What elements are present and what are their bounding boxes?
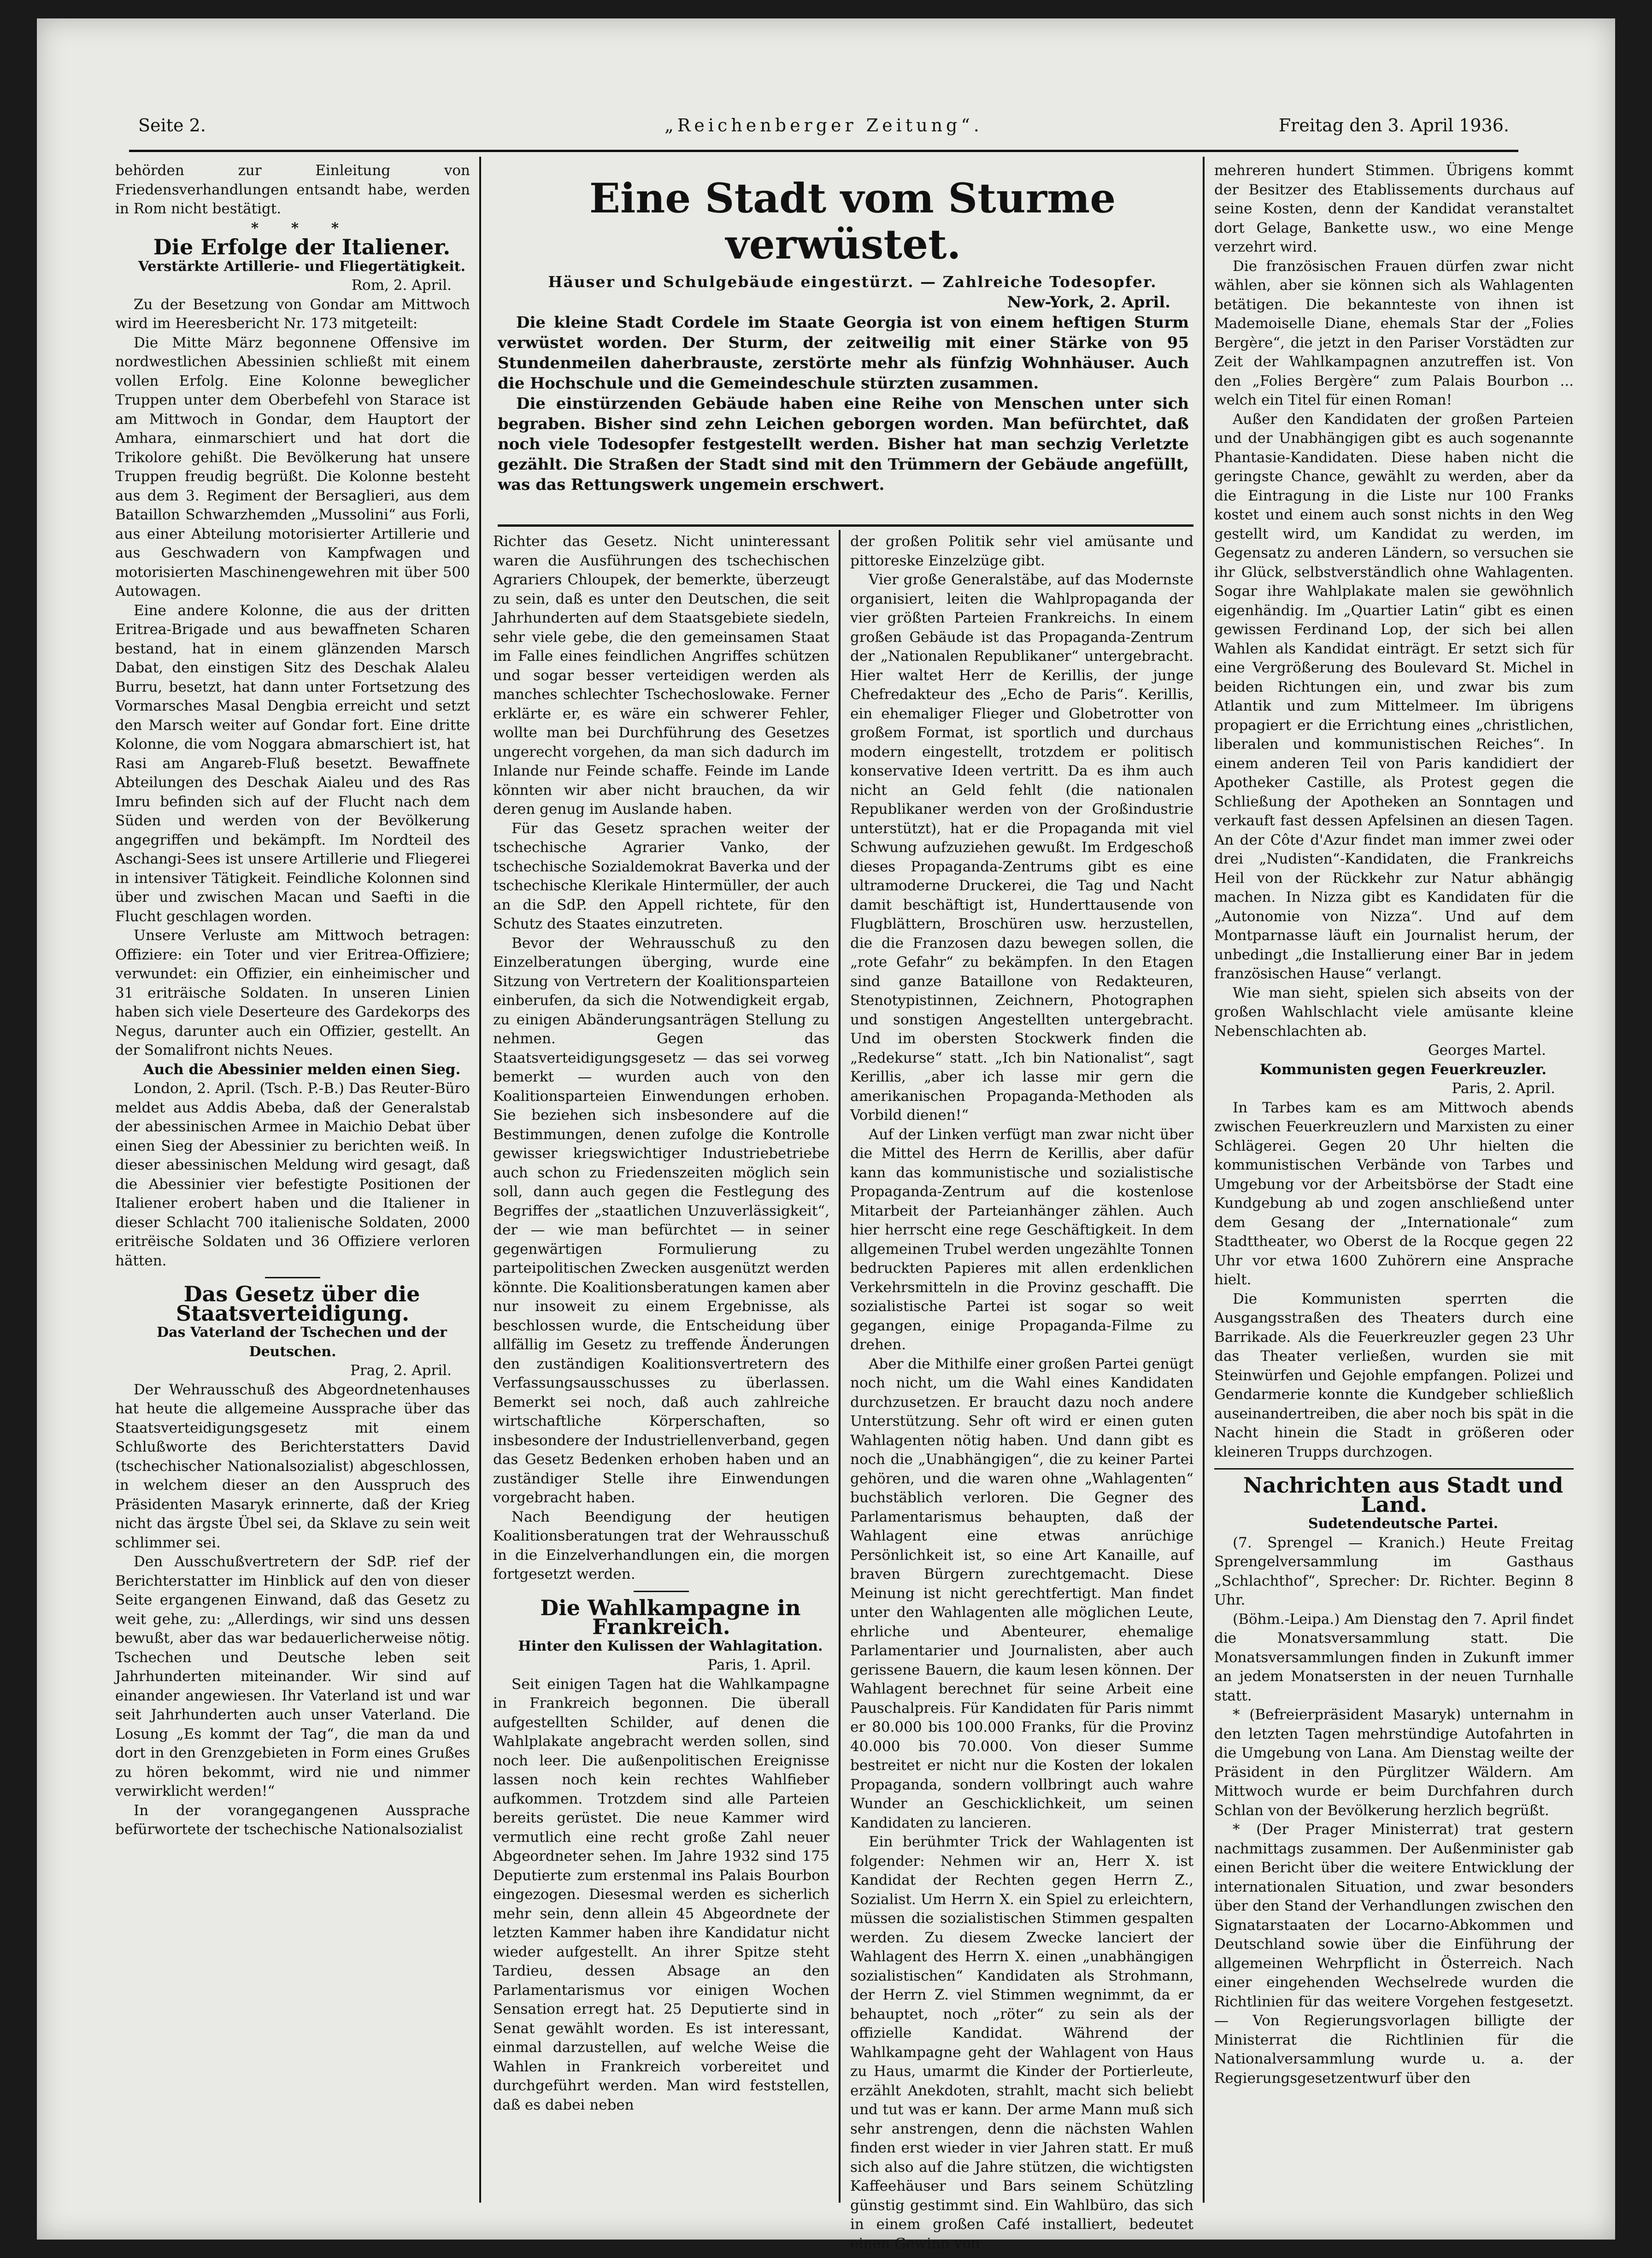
dateline-prague: Prag, 2. April. bbox=[350, 1362, 452, 1379]
lead-paragraph: behörden zur Einleitung von Friedensverhandlungen entsandt habe, werden in Rom nicht bestätigt. bbox=[115, 162, 470, 217]
article-paragraph: Vier große Generalstäbe, auf das Modernste organisiert, leiten die Wahlpropaganda der vier größten Parteien Frankreichs. In einem großen Gebäude ist das Propaganda-Zentrum der „Nationalen Republikaner“ untergebracht. Hier waltet Herr de Kerillis, der junge Chefredakteur des „Echo de Paris“. Kerillis, ein ehemaliger Flieger und Globetrotter von großem Format, ist sportlich und durchaus modern eingestellt, trotzdem er politisch konservative Ideen vertritt. Da es ihm auch nicht an Geld fehlt (die nationalen Republikaner werden von der Großindustrie unterstützt), hat er die Propaganda mit viel Schwung aufzuziehen gewußt. Im Erdgeschoß dieses Propaganda-Zentrums gibt es eine ultramoderne Druckerei, die Tag und Nacht damit beschäftigt ist, Hunderttausende von Flugblättern, Broschüren usw. herzustellen, die die Franzosen dazu bewegen sollen, die „rote Gefahr“ zu bekämpfen. In den Etagen sind ganze Bataillone von Redakteuren, Stenotypistinnen, Zeichnern, Photographen und sonstigen Angestellten untergebracht. Und im obersten Stockwerk finden die „Redekurse“ statt. „Ich bin Nationalist“, sagt Kerillis, „aber ich lasse mir gern die amerikanischen Propaganda-Methoden als Vorbild dienen!“ bbox=[850, 571, 1193, 1123]
article-divider bbox=[265, 1277, 320, 1278]
article-paragraph: Zu der Besetzung von Gondar am Mittwoch wird im Heeresbericht Nr. 173 mitgeteilt: bbox=[115, 296, 470, 332]
article-paragraph: In Tarbes kam es am Mittwoch abends zwischen Feuerkreuzlern und Marxisten zu einer Schlägerei. Gegen 20 Uhr hielten die kommunistischen Verbände von Tarbes und Umgebung vor der Arbeitsbörse der Stadt eine Kundgebung ab und zogen anschließend unter dem Gesang der „Internationale“ zum Stadttheater, wo Oberst de la Rocque gegen 22 Uhr vor etwa 1600 Zuhörern eine Ansprache hielt. bbox=[1214, 1099, 1574, 1288]
article-subheading-italy: Verstärkte Artillerie- und Fliegertätigkeit. bbox=[138, 258, 466, 275]
article-paragraph: Nach Beendigung der heutigen Koalitionsberatungen trat der Wehrausschuß in die Einzelverhandlungen ein, die morgen fortgesetzt werden. bbox=[493, 1508, 829, 1582]
article-heading-abessinier: Auch die Abessinier melden einen Sieg. bbox=[143, 1061, 461, 1078]
article-paragraph: Auf der Linken verfügt man zwar nicht über die Mittel des Herrn de Kerillis, aber dafür kann das kommunistische und sozialistische Propaganda-Zentrum auf die kostenlose Mitarbeit der Parteianhänger zählen. Auch hier herrscht eine rege Geschäftigkeit. In dem allgemeinen Trubel werden ungezählte Tonnen bedruckten Papieres mit allen erdenklichen Verkehrsmitteln in die Provinz geschafft. Die sozialistische Partei ist sogar so weit gegangen, einige Propaganda-Filme zu drehen. bbox=[850, 1126, 1193, 1353]
article-heading-italy: Die Erfolge der Italiener. bbox=[153, 235, 451, 259]
author-signature: Georges Martel. bbox=[1428, 1042, 1546, 1058]
article-paragraph: Unsere Verluste am Mittwoch betragen: Offiziere: ein Toter und vier Eritrea-Offiziere; verwundet: ein Offizier, ein einheimischer und 31 eriträische Soldaten. In unseren Linien haben sich viele Deserteure des Gardekorps des Negus, darunter auch ein Offizier, gestellt. An der Somalifront nichts Neues. bbox=[115, 927, 470, 1058]
header-rule bbox=[129, 150, 1518, 152]
news-item: * (Befreierpräsident Masaryk) unternahm in den letzten Tagen mehrstündige Autofahrten in die Umgebung von Lana. Am Dienstag weilte der Präsident in den Pürglitzer Wäldern. Am Mittwoch wurde er beim Durchfahren durch Schlan von der Bevölkerung herzlich begrüßt. bbox=[1214, 1706, 1574, 1819]
article-paragraph: Die Kommunisten sperrten die Ausgangsstraßen des Theaters durch eine Barrikade. Als die Feuerkreuzler gegen 23 Uhr das Theater verließen, wurden sie mit Steinwürfen und Gejohle empfangen. Polizei und Gendarmerie konnte die Kundgeber schließlich auseinandertreiben, die aber noch bis spät in die Nacht hinein die Stadt in größeren oder kleineren Trupps durchzogen. bbox=[1214, 1290, 1574, 1460]
article-paragraph: Die französischen Frauen dürfen zwar nicht wählen, aber sie können sich als Wahlagenten betätigen. Die bekannteste von ihnen ist Mademoiselle Diane, ehemals Star der „Folies Bergère“, die jetzt in den Pariser Vorstädten zur Zeit der Wahlkampagnen anzutreffen ist. Von den „Folies Bergère“ zum Palais Bourbon ... welch ein Titel für einen Roman! bbox=[1214, 258, 1574, 408]
article-paragraph: Eine andere Kolonne, die aus der dritten Eritrea-Brigade und aus bewaffneten Scharen bestand, hat in einem glänzenden Marsch Dabat, den einstigen Sitz des Deschak Alaleu Burru, besetzt, hat dann unter Fortsetzung des Vormarsches Masal Dengbia erreicht und setzt den Marsch weiter auf Gondar fort. Eine dritte Kolonne, die vom Noggara abmarschiert ist, hat Rasi am Angareb-Fluß besetzt. Bewaffnete Abteilungen des Deschak Aialeu und des Ras Imru befinden sich auf der Flucht nach dem Süden und werden von der Bevölkerung angegriffen und bekämpft. Im Nordteil des Aschangi-Sees ist unsere Artillerie und Fliegerei in intensiver Tätigkeit. Feindliche Kolonnen sind über und zwischen Macan und Saefti in die Flucht geschlagen worden. bbox=[115, 602, 470, 925]
dateline-newyork: New-York, 2. April. bbox=[1007, 293, 1170, 312]
article-paragraph: Ein berühmter Trick der Wahlagenten ist folgender: Nehmen wir an, Herr X. ist Kandidat der Rechten gegen Herrn Z., Sozialist. Um Herrn X. ein Spiel zu erleichtern, müssen die sozialistischen Stimmen gespalten werden. Zu diesem Zwecke lanciert der Wahlagent des Herrn X. einen „unabhängigen sozialistischen“ Kandidaten als Strohmann, der Herrn Z. viel Stimmen wegnimmt, da er behauptet, noch „röter“ zu sein als der offizielle Kandidat. Während der Wahlkampagne geht der Wahlagent von Haus zu Haus, umarmt die Kinder der Portierleute, erzählt Anekdoten, strahlt, macht sich beliebt und tut was er kann. Der arme Mann muß sich sehr anstrengen, denn die nächsten Wahlen finden erst wieder in vier Jahren statt. Er muß sich also auf die Jahre stützen, die wichtigsten Kaffeehäuser und Bars seinem Schützling günstig gestimmt sind. Ein Wahlbüro, das sich in einem großen Café installiert, bedeutet einen Gewinn von bbox=[850, 1834, 1193, 2252]
article-paragraph: In der vorangegangenen Aussprache befürwortete der tschechische Nationalsozialist bbox=[115, 1802, 470, 1838]
column-rule bbox=[479, 157, 481, 2203]
column-2 bbox=[493, 532, 829, 2203]
box-bottom-rule bbox=[498, 524, 1193, 527]
article-paragraph: der großen Politik sehr viel amüsante und pittoreske Einzelzüge gibt. bbox=[850, 533, 1193, 569]
headline-storm: Eine Stadt vom Sturme verwüstet. bbox=[589, 174, 1116, 268]
news-item: * (Der Prager Ministerrat) trat gestern nachmittags zusammen. Der Außenminister gab einen Bericht über die weitere Entwicklung der internationalen Situation, und zwar besonders über den Stand der Verhandlungen zwischen den Signatarstaaten der Locarno-Abkommen und Deutschland sowie über die Einführung der allgemeinen Wehrpflicht in Österreich. Nach einer eingehenden Wechselrede wurden die Richtlinien für das weitere Vorgehen festgesetzt. — Von Regierungsvorlagen billigte der Ministerrat die Richtlinien für die Nationalversammlung wurde u. a. der Regierungsgesetzentwurf über den bbox=[1214, 1821, 1574, 2087]
news-item: (7. Sprengel — Kranich.) Heute Freitag Sprengelversammlung im Gasthaus „Schlachthof“, Sprecher: Dr. Richter. Beginn 8 Uhr. bbox=[1214, 1534, 1574, 1608]
article-paragraph: Bevor der Wehrausschuß zu den Einzelberatungen überging, wurde eine Sitzung von Vertretern der Koalitionsparteien einberufen, da sich die Notwendigkeit ergab, zu einigen Abänderungsanträgen Stellung zu nehmen. Gegen das Staatsverteidigungsgesetz — das sei vorweg bemerkt — wurden auch von den Koalitionsparteien Einwendungen erhoben. Sie beziehen sich insbesondere auf die Bestimmungen, denen zufolge die Kontrolle gewisser kriegswichtiger Industriebetriebe auch schon zu Friedenszeiten möglich sein soll, dann auch gegen die Festlegung des Begriffes der „staatlichen Unzuverlässigkeit“, der — wie man befürchtet — in seiner gegenwärtigen Formulierung zu parteipolitischen Zwecken ausgenützt werden könnte. Die Koalitionsberatungen kamen aber nur insoweit zu einem Ergebnisse, als beschlossen wurde, die Entscheidung über allfällig im Gesetz zu treffende Änderungen den zuständigen Koalitionsvertretern des Verfassungsausschusses zu überlassen. Bemerkt sei noch, daß auch zahlreiche wirtschaftliche Körperschaften, so insbesondere der Industriellenverband, gegen das Gesetz Bedenken erhoben haben und an zuständiger Stelle ihre Einwendungen vorgebracht haben. bbox=[493, 935, 829, 1506]
article-subheading-gesetz: Das Vaterland der Tschechen und der Deutschen. bbox=[157, 1324, 447, 1360]
article-heading-gesetz: Das Gesetz über die Staatsverteidigung. bbox=[176, 1282, 420, 1326]
issue-date: Freitag den 3. April 1936. bbox=[1278, 115, 1509, 135]
section-heading-nachrichten: Nachrichten aus Stadt und Land. bbox=[1243, 1473, 1564, 1517]
newspaper-name: „Reichenberger Zeitung“. bbox=[664, 115, 983, 135]
column-rule bbox=[1203, 157, 1205, 2203]
article-paragraph: Die kleine Stadt Cordele im Staate Georgia ist von einem heftigen Sturm verwüstet worden. Der Sturm, der zeitweilig mit einer Stärke von 95 Stundenmeilen daherbrauste, zerstörte mehr als fünfzig Wohnhäuser. Auch die Hochschule und die Gemeindeschule stürzten zusammen. bbox=[498, 313, 1189, 393]
page-number: Seite 2. bbox=[138, 115, 206, 135]
article-heading-wahl: Die Wahlkampagne in Frankreich. bbox=[540, 1595, 801, 1639]
article-paragraph: London, 2. April. (Tsch. P.-B.) Das Reuter-Büro meldet aus Addis Abeba, daß der Generalstab der abessinischen Armee in Maichio Debat über einen Sieg der Abessinier zu berichten weiß. In dieser abessinischen Meldung wird gesagt, daß die Abessinier vier befestigte Positionen der Italiener erobert haben und die Italiener in dieser Schlacht 700 italienische Soldaten, 2000 eritrëische Soldaten und 36 Offiziere verloren hätten. bbox=[115, 1080, 470, 1269]
article-paragraph: Außer den Kandidaten der großen Parteien und der Unabhängigen gibt es auch sogenannte Phantasie-Kandidaten. Diese haben nicht die geringste Chance, gewählt zu werden, aber da die Eintragung in die Liste nur 100 Franks kostet und einem auch sonst nichts in den Weg gestellt wird, um Kandidat zu werden, im Gegensatz zu anderen Ländern, so versuchen sie ihr Glück, selbstverständlich ohne Wahlagenten. Sogar ihre Wahlplakate malen sie gewöhnlich eigenhändig. Im „Quartier Latin“ gibt es einen gewissen Ferdinand Lop, der sich bei allen Wahlen als Kandidat einträgt. Er setzt sich für eine Vergrößerung des Boulevard St. Michel in beiden Richtungen ein, und zwar bis zum Atlantik und zum Mittelmeer. Im übrigens propagiert er die Errichtung eines „christlichen, liberalen und kommunistischen Reiches“. In einem anderen Teil von Paris kandidiert der Apotheker Castille, als Protest gegen die Schließung der Apotheken an Sonntagen und verkauft fast dessen Apfelsinen an diesen Tagen. An der Côte d'Azur findet man immer zwei oder drei „Nudisten“-Kandidaten, die Frankreichs Heil von der Rückkehr zur Natur abhängig machen. In Nizza gibt es Kandidaten für die „Autonomie von Nizza“. Und auf dem Montparnasse läuft ein Journalist herum, der unbedingt „die Installierung einer Bar in jedem französischen Hause“ verlangt. bbox=[1214, 411, 1574, 982]
article-paragraph: Aber die Mithilfe einer großen Partei genügt noch nicht, um die Wahl eines Kandidaten durchzusetzen. Er braucht dazu noch andere Unterstützung. Sehr oft wird er einen guten Wahlagenten nötig haben. Und dann gibt es noch die „Unabhängigen“, die zu keiner Partei gehören, und die waren ohne „Wahlagenten“ buchstäblich verloren. Die Gegner des Parlamentarismus behaupten, daß der Wahlagent eine etwas anrüchige Persönlichkeit ist, so eine Art Kanaille, auf braven Bürgern zurechtgemacht. Diese Meinung ist nicht gerechtfertigt. Man findet unter den Wahlagenten alle möglichen Leute, ehrliche und Abenteurer, ehemalige Parlamentarier und Journalisten, aber auch gerissene Bauern, die kaum lesen können. Der Wahlagent berechnet für seine Arbeit eine Pauschalpreis. Für Kandidaten für Paris nimmt er 80.000 bis 100.000 Franks, für die Provinz 40.000 bis 70.000. Von dieser Summe bestreitet er nicht nur die Kosten der lokalen Propaganda, sondern vollbringt auch wahre Wunder an Geschicklichkeit, um seinen Kandidaten zu lancieren. bbox=[850, 1355, 1193, 1831]
section-subheading-party: Sudetendeutsche Partei. bbox=[1308, 1516, 1499, 1532]
column-1 bbox=[115, 161, 470, 2203]
newspaper-page bbox=[37, 18, 1615, 2252]
article-subheading-wahl: Hinter den Kulissen der Wahlagitation. bbox=[518, 1638, 823, 1654]
article-paragraph: Die Mitte März begonnene Offensive im nordwestlichen Abessinien schließt mit einem vollen Erfolg. Eine Kolonne beweglicher Truppen unter dem Oberbefehl von Starace ist am Mittwoch in Gondar, dem Hauptort der Amhara, einmarschiert und hat dort die Trikolore gehißt. Die Bevölkerung hat unsere Truppen freudig begrüßt. Die Kolonne besteht aus dem 3. Regiment der Bersaglieri, aus dem Bataillon Schwarzhemden „Mussolini“ aus Forli, aus einer Abteilung motorisierter Artillerie und aus Geschwadern von Kampfwagen und motorisierten Maschinengewehren mit über 500 Autowagen. bbox=[115, 334, 470, 600]
page-header bbox=[138, 115, 1509, 147]
center-box-story bbox=[498, 175, 1189, 521]
news-item: (Böhm.-Leipa.) Am Dienstag den 7. April findet die Monatsversammlung statt. Die Monatsversammlungen finden in Zukunft immer an jedem Monatsersten in der neuen Turnhalle statt. bbox=[1214, 1611, 1574, 1704]
article-divider bbox=[634, 1591, 689, 1592]
article-divider bbox=[1214, 1468, 1574, 1470]
column-rule bbox=[839, 530, 841, 2203]
article-paragraph: Für das Gesetz sprachen weiter der tschechische Agrarier Vanko, der tschechische Sozialdemokrat Baverka und der tschechische Klerikale Hintermüller, der auch an die SdP. den Appell richtete, für den Schutz des Staates einzutreten. bbox=[493, 820, 829, 932]
article-paragraph: Den Ausschußvertretern der SdP. rief der Berichterstatter im Hinblick auf den von dieser Seite ergangenen Einwand, daß das Gesetz zu weit gehe, zu: „Allerdings, wir sind uns dessen bewußt, aber das war bedauerlicherweise nötig. Tschechen und Deutsche leben seit Jahrhunderten miteinander. Wir sind auf einander angewiesen. Ihr Vaterland ist und war seit Jahrhunderten auch unser Vaterland. Die Losung „Es kommt der Tag“, die man da und dort in den Grenzgebieten in Form eines Grußes zu hören bekommt, wird nie und nimmer verwirklicht werden!“ bbox=[115, 1553, 470, 1799]
dateline-paris: Paris, 1. April. bbox=[707, 1657, 811, 1673]
dateline-paris-2: Paris, 2. April. bbox=[1452, 1080, 1555, 1097]
article-paragraph: mehreren hundert Stimmen. Übrigens kommt der Besitzer des Etablissements durchaus auf seine Kosten, denn der Kandidat veranstaltet dort Gelage, Bankette usw., wo eine Menge verzehrt wird. bbox=[1214, 162, 1574, 255]
dateline-rome: Rom, 2. April. bbox=[351, 277, 452, 294]
column-4 bbox=[1214, 161, 1574, 2203]
article-paragraph: Wie man sieht, spielen sich abseits von der großen Wahlschlacht viele amüsante kleine Nebenschlachten ab. bbox=[1214, 984, 1574, 1040]
article-heading-kommunisten: Kommunisten gegen Feuerkreuzler. bbox=[1259, 1061, 1547, 1078]
column-3 bbox=[850, 532, 1193, 2252]
subheadline-storm: Häuser und Schulgebäude eingestürzt. — Zahlreiche Todesopfer. bbox=[548, 273, 1157, 291]
article-paragraph: Die einstürzenden Gebäude haben eine Reihe von Menschen unter sich begraben. Bisher sind zehn Leichen geborgen worden. Man befürchtet, daß noch viele Todesopfer festgestellt werden. Bisher hat man sechzig Verletzte gezählt. Die Straßen der Stadt sind mit den Trümmern der Gebäude angefüllt, was das Rettungswerk ungemein erschwert. bbox=[498, 394, 1189, 494]
article-paragraph: Der Wehrausschuß des Abgeordnetenhauses hat heute die allgemeine Aussprache über das Staatsverteidigungsgesetz mit einem Schlußworte des Berichterstatters David (tschechischer Nationalsozialist) abgeschlossen, in welchem dieser an den Ausspruch des Präsidenten Masaryk erinnerte, daß der Krieg nicht das ärgste Übel sei, da Sklave zu sein weit schlimmer sei. bbox=[115, 1381, 470, 1551]
article-paragraph: Seit einigen Tagen hat die Wahlkampagne in Frankreich begonnen. Die überall aufgestellten Schilder, auf denen die Wahlplakate angebracht werden sollen, sind noch leer. Die außenpolitischen Ereignisse lassen noch kein rechtes Wahlfieber aufkommen. Trotzdem sind alle Parteien bereits gerüstet. Die neue Kammer wird vermutlich eine recht große Zahl neuer Abgeordneter sehen. Im Jahre 1932 sind 175 Deputierte zum erstenmal ins Palais Bourbon eingezogen. Diesesmal werden es sicherlich mehr sein, denn allein 45 Abgeordnete der letzten Kammer haben ihre Kandidatur nicht wieder aufgestellt. An ihrer Spitze steht Tardieu, dessen Absage an den Parlamentarismus vor einigen Wochen Sensation erregt hat. 25 Deputierte sind in Senat gewählt worden. Es ist interessant, einmal darzustellen, auf welche Weise die Wahlen in Frankreich vorbereitet und durchgeführt werden. Man wird feststellen, daß es dabei neben bbox=[493, 1676, 829, 2113]
separator-stars: * * * bbox=[251, 219, 353, 236]
article-paragraph: Richter das Gesetz. Nicht uninteressant waren die Ausführungen des tschechischen Agrariers Chloupek, der bemerkte, überzeugt zu sein, daß es unter den Deutschen, die seit Jahrhunderten auf dem Staatsgebiete siedeln, sehr viele gebe, die den gemeinsamen Staat im Falle eines feindlichen Angriffes schützen und sogar besser verteidigen werden als manches schlechter Tschechoslowake. Ferner erklärte er, es wäre ein schwerer Fehler, wollte man bei Durchführung des Gesetzes ungerecht vorgehen, da man sich dadurch im Inlande nur Feinde schaffe. Feinde im Lande könnten wir aber nicht brauchen, da wir deren genug im Auslande haben. bbox=[493, 533, 829, 817]
